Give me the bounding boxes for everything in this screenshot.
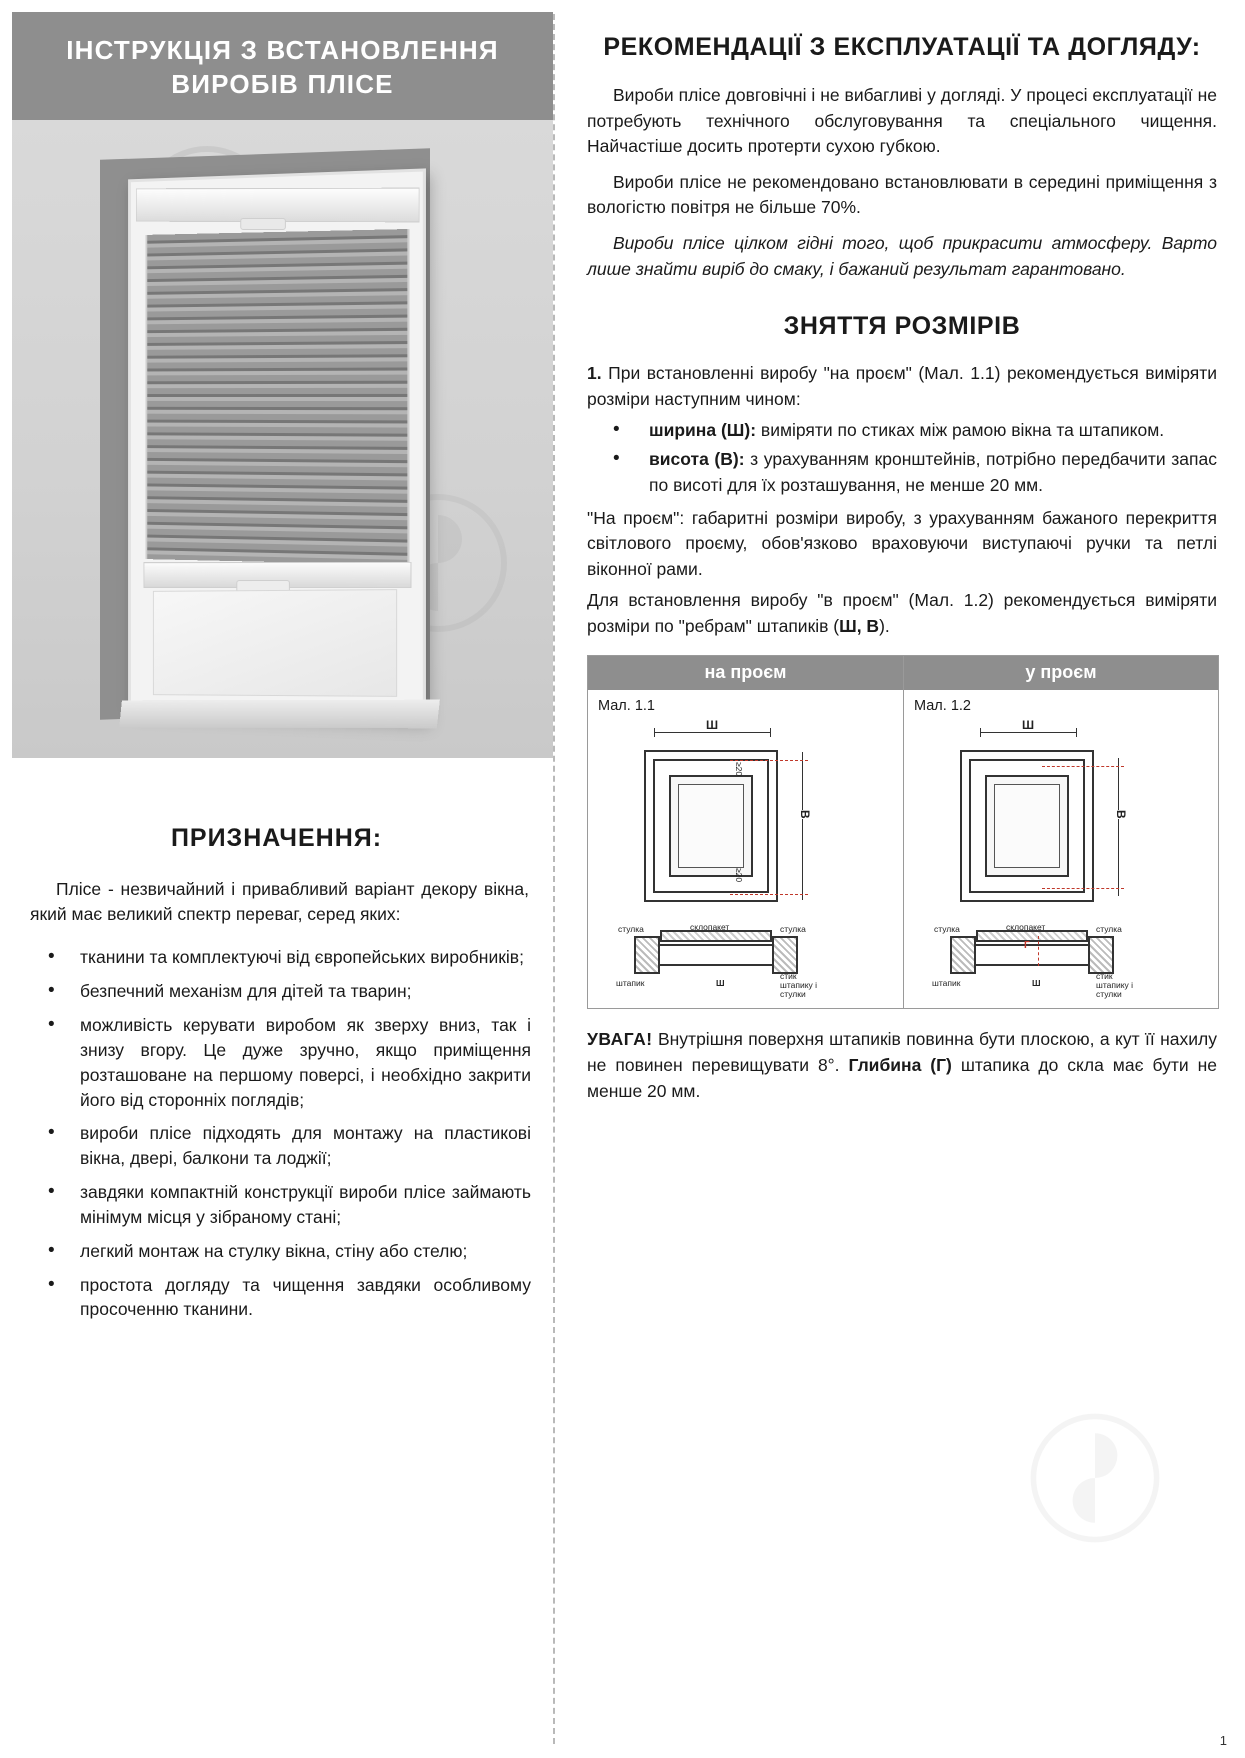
note-text-a: Для встановлення виробу "в проєм" (Мал. 1.2) рекомендується виміряти розміри по "ребрам" штапиків ( [587, 590, 1217, 636]
width-dim-tick-right [770, 728, 771, 737]
height-dimension-line [1118, 758, 1119, 896]
diagram-header: на проєм [588, 656, 903, 690]
diagram-table [587, 655, 1219, 1009]
cross-section [920, 922, 1200, 1000]
list-item: • легкий монтаж на стулку вікна, стіну або стелю; [34, 1239, 531, 1264]
warning-text-b: штапика до скла має бути не менше 20 мм. [587, 1055, 1217, 1101]
diagram-canvas [912, 718, 1210, 1000]
column-divider [553, 14, 555, 1744]
purpose-lead: Пліcе - незвичайний і привабливий варіант декору вікна, який має великий спектр переваг, серед яких: [30, 878, 529, 924]
banner-title: ІНСТРУКЦІЯ З ВСТАНОВЛЕННЯ ВИРОБІВ ПЛІСЕ [66, 35, 499, 99]
schematic-window-frame [646, 752, 776, 900]
list-item [591, 447, 1217, 497]
care-title: РЕКОМЕНДАЦІЇ З ЕКСПЛУАТАЦІЇ ТА ДОГЛЯДУ: [603, 33, 1201, 61]
sub-bullet-text: виміряти по стиках між рамою вікна та штапиком. [756, 420, 1165, 441]
product-photo [12, 120, 553, 758]
schematic-sash [985, 775, 1069, 877]
window-illustration [90, 144, 490, 744]
top-rail-handle [240, 218, 286, 230]
diagram-header: у проєм [904, 656, 1218, 690]
page-number: 1 [1219, 1733, 1227, 1748]
measure-note-2 [587, 588, 1217, 639]
care-paragraph: Вироби пліcе довговічні і не вибагливі у догляді. У процесі експлуатації не потребують технічного обслуговування та спеціального чищення. Найчастіше досить протерти сухою губкою. [587, 85, 1217, 157]
pleated-top-rail [136, 187, 420, 222]
watermark-logo-tertiary-icon [1025, 1408, 1165, 1548]
step-number: 1. [587, 363, 602, 384]
cross-section-sash-right [1088, 936, 1114, 974]
cs-label-center: склопакет [1006, 922, 1046, 933]
care-paragraph-italic: Вироби пліcе цілком гідні того, щоб прикрасити атмосферу. Варто лише знайти виріб до смаку, і бажаний результат гарантовано. [587, 232, 1217, 279]
list-item [591, 418, 1217, 443]
care-paragraph: Вироби пліcе не рекомендовано встановлювати в середині приміщення з вологістю повітря не більше 70%. [587, 171, 1217, 218]
measurements-title: ЗНЯТТЯ РОЗМІРІВ [783, 312, 1021, 341]
cs-label-width: Ш [1032, 978, 1041, 989]
cross-section-sash-left [634, 936, 660, 974]
left-column [0, 0, 553, 1758]
warning-text-a: Внутрішня поверхня штапиків повинна бути плоскою, а кут її нахилу не повинен перевищувати 8°. [587, 1029, 1217, 1076]
sub-bullet-text: з урахуванням кронштейнів, потрібно передбачити запас по висоті для їх розташування, не менше 20 мм. [649, 449, 1218, 495]
cs-label-joint: стик штапику і стулки [780, 971, 818, 1000]
diagram-body [904, 690, 1218, 1008]
cs-label-left: стулка [934, 924, 960, 935]
depth-dash [1038, 936, 1039, 966]
gap-top-label: ≥20 [734, 762, 744, 777]
diagram-caption: Мал. 1.2 [914, 698, 971, 715]
gap-bottom-label: ≥20 [734, 868, 744, 883]
cs-label-right: стулка [780, 924, 806, 935]
cs-label-center: склопакет [690, 922, 730, 933]
cross-section [604, 922, 885, 1000]
cs-label-width: Ш [716, 978, 725, 989]
measure-note-1: "На проєм": габаритні розміри виробу, з урахуванням бажаного перекриття світлового проєму, обов'язково враховуючи виступаючі ручки та петлі віконної рами. [587, 507, 1217, 579]
list-item: • завдяки компактній конструкції вироби пліcе займають мінімум місця у зібраному стані; [34, 1180, 531, 1230]
window-glass [153, 589, 397, 697]
overlap-dash-bottom [730, 894, 808, 895]
warning-note [587, 1027, 1217, 1104]
diagram-on-proem [588, 656, 903, 1008]
width-label: Ш [1022, 718, 1035, 733]
measure-sublist [591, 418, 1217, 498]
cross-section-sash-left [950, 936, 976, 974]
cs-label-left: стулка [618, 924, 644, 935]
list-item: • можливість керувати виробом як зверху вниз, так і знизу вгору. Це дуже зручно, якщо приміщення розташоване на першому поверсі, і необхідно закрити його від сторонніх поглядів; [34, 1013, 531, 1112]
height-dimension-line [802, 752, 803, 900]
list-item: • безпечний механізм для дітей та тварин; [34, 979, 531, 1004]
list-item: • простота догляду та чищення завдяки особливому просоченню тканини. [34, 1273, 531, 1323]
cs-label-shtapik: штапик [932, 978, 961, 989]
list-item: • вироби пліcе підходять для монтажу на пластикові вікна, двері, балкони та лоджії; [34, 1121, 531, 1171]
depth-label: Г [1024, 940, 1030, 952]
height-label: В [1114, 810, 1128, 820]
right-column [573, 0, 1245, 1758]
width-label: Ш [706, 718, 719, 733]
overlap-dash-bottom [1042, 888, 1124, 889]
schematic-glass [994, 784, 1060, 868]
instruction-banner [12, 12, 553, 120]
cs-label-shtapik: штапик [616, 978, 645, 989]
schematic-glass [678, 784, 744, 868]
sub-bullet-label: ширина (Ш): [649, 420, 757, 441]
sub-bullet-label: висота (В): [649, 449, 745, 470]
window-sill [119, 699, 440, 728]
note-text-c: ). [879, 615, 890, 636]
cs-label-right: стулка [1096, 924, 1122, 935]
diagram-canvas [596, 718, 895, 1000]
measure-step-1 [587, 361, 1217, 412]
purpose-list [34, 945, 531, 1322]
width-dim-tick-right [1076, 728, 1077, 737]
width-dim-tick-left [980, 728, 981, 737]
purpose-title: ПРИЗНАЧЕННЯ: [170, 823, 383, 852]
diagram-v-proem [903, 656, 1218, 1008]
diagram-body [588, 690, 903, 1008]
schematic-window-frame [962, 752, 1092, 900]
overlap-dash-top [730, 760, 808, 761]
cs-label-joint: стик штапику і стулки [1096, 971, 1134, 1000]
diagram-caption: Мал. 1.1 [598, 698, 655, 715]
width-dim-tick-left [654, 728, 655, 737]
warning-label: УВАГА! [587, 1029, 653, 1050]
width-dimension-line [980, 732, 1076, 733]
overlap-dash-top [1042, 766, 1124, 767]
schematic-sash [669, 775, 753, 877]
pleated-fabric [145, 229, 409, 565]
height-label: В [798, 810, 812, 820]
step-text: При встановленні виробу "на проєм" (Мал. 1.1) рекомендується виміряти розміри наступним чином: [587, 363, 1217, 409]
list-item: • тканини та комплектуючі від європейських виробників; [34, 945, 531, 970]
note-bold: Ш, В [839, 615, 880, 636]
warning-bold: Глибина (Г) [848, 1055, 952, 1076]
cross-section-sash-right [772, 936, 798, 974]
width-dimension-line [654, 732, 770, 733]
